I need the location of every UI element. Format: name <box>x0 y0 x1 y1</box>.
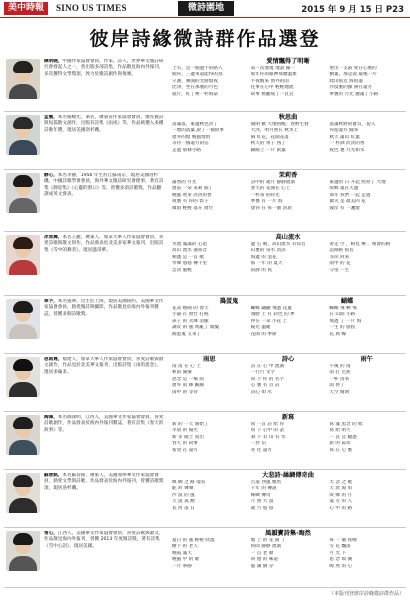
poem-line: 新 的 篇章 <box>329 441 351 447</box>
issue-date: 2015 年 9 月 15 日 P23 <box>301 5 404 15</box>
poem-line: 往事在心中 輕輕地流 <box>250 85 294 91</box>
poet-bio-text: 本名楊曉光，筆名，廣東省作家協會會員，擅長微詩與短篇散文創作，出版有詩集《雨夜》等，作品被選入多種詩歌年選，現居美國洛杉磯。 <box>44 115 164 133</box>
poem-line: 在 山間 小路 <box>329 312 356 318</box>
poem-line: 水流 滿滿的 心思 <box>172 242 208 247</box>
poem-line: 一杯 清茶 <box>329 376 350 382</box>
poet-photo <box>6 531 40 571</box>
poem-line: 絲綢 傳奇 <box>250 492 271 498</box>
poem-column <box>327 306 406 338</box>
poem-line: 遠 方 的 人 <box>329 499 353 505</box>
poet-bio-text: 江西人，美國華文作家協會會員，喜愛詩歌與散文，作品散見海內外報刊，曾獲 2013 年度微詩獎，著有詩集《雪中心語》，現居美國。 <box>44 531 164 549</box>
poem-line: 落滿秋野的寶貝，從入 <box>329 122 376 127</box>
poem-columns <box>170 480 406 512</box>
portrait-hair <box>13 117 33 129</box>
poem-line: 一杯茶 的時光 <box>250 192 280 198</box>
poem-line: 樹葉，那是淚 最後一片 <box>329 72 377 78</box>
poet-bio-text: 本名蘇晉銘，廣東人，美國加州華文作家協會會員，熱愛文學與詩歌，作品發表於海內外報刊，曾獲詩歌獎項，現居洛杉磯。 <box>44 473 164 491</box>
poem-column <box>170 422 249 454</box>
poem-line: 沙漠裏的綠 洲在遠方 <box>329 85 373 91</box>
poem-line: 風 韻 猶 存 <box>250 563 274 569</box>
poem-title: 茉莉香 <box>278 172 298 179</box>
poem-line: 寂靜 的 夜 <box>250 267 272 273</box>
poem-line: 夜裏 有 你的 影子 <box>172 199 209 205</box>
poem-line: 歲 月 悠 悠 <box>250 505 274 511</box>
poem-block <box>170 114 406 154</box>
poem-line: 寫 給 明天 <box>329 428 351 434</box>
poem-line: 小貓 在 窗台 打盹 <box>172 312 209 318</box>
poem-column <box>170 306 249 338</box>
poem-line: 歸路上 一片 黃葉 <box>250 147 286 153</box>
poem-column <box>249 364 328 396</box>
poem-column <box>170 66 249 98</box>
poet-row <box>4 470 406 528</box>
poet-name: 陶澤， <box>44 415 58 420</box>
poet-bio <box>44 473 164 525</box>
poet-bio-text: 本名陶澤明，江西人，美國華文作家協會會員，喜愛詩歌創作，作品發表於海內外報刊雜誌，著有詩集《春天的故事》等。 <box>44 415 164 433</box>
poem-line: 夜色 裏 月光如水 <box>329 147 365 153</box>
poem-line: 晚風 中 的 歌 <box>172 557 200 563</box>
poem-columns <box>170 242 406 274</box>
poet-row <box>4 170 406 232</box>
poem-line: 詩心 如 水 <box>250 389 272 395</box>
poem-line: 那年 我們 一起 走過 <box>329 192 371 198</box>
poet-row <box>4 232 406 296</box>
portrait-body <box>9 556 37 571</box>
poem-line: 琴聲 悠悠 傳千里 <box>172 261 208 267</box>
poem-block <box>170 172 406 212</box>
poem-line: 微笑 是 最美的 花 <box>329 199 366 205</box>
poem-column <box>170 480 249 512</box>
poem-line: 走過 那條小路 <box>172 147 202 153</box>
poem-line: 時間 靜靜 流淌 <box>250 544 282 550</box>
poem-columns <box>170 364 406 396</box>
poem-block <box>170 356 406 396</box>
poem-headings <box>170 234 406 242</box>
poem-line: 一 頁 頁 翻過 <box>329 434 357 440</box>
poet-bio <box>44 115 164 167</box>
poem-line: 新 的 一天 開始了 <box>172 422 209 427</box>
poem-column <box>327 364 406 396</box>
poem-line: 搗蛋鬼 又來了 <box>172 331 202 337</box>
poem-line: 雨中 的 花 <box>329 261 351 267</box>
poem-columns <box>170 66 406 98</box>
poem-title: 大悲詩·絲綢傳奇曲 <box>262 472 314 479</box>
portrait-hair <box>13 359 33 371</box>
poem-columns <box>170 306 406 338</box>
poet-bio-text: 本名張翠，出生於上海，現居美國紐約，美國華文作家協會會員，熱愛微詩與攝影，作品散見於海內外報刊雜誌，曾獲多個詩歌獎。 <box>44 299 164 317</box>
poem-headings <box>170 172 406 180</box>
portrait-hair <box>13 417 33 429</box>
portrait-body <box>9 324 37 339</box>
poet-photo <box>6 235 40 275</box>
poem-title: 高山流水 <box>275 234 301 241</box>
poem-column <box>327 422 406 454</box>
poem-headings <box>170 58 406 66</box>
poem-line: 詩中的 歲月 靜靜流淌 <box>250 180 295 185</box>
poem-headings <box>170 298 406 306</box>
poem-block <box>170 530 406 570</box>
poem-line: 高山 流水 遇知音 <box>172 248 208 254</box>
poem-block <box>170 414 406 454</box>
poem-line: 大 漠 孤 煙 <box>172 499 195 505</box>
poet-name: 冰雪舞， <box>44 235 63 240</box>
poet-name: 思雨遲， <box>44 357 63 362</box>
poem-title: 搗蛋鬼 <box>219 298 239 305</box>
portrait-hair <box>13 533 33 545</box>
poet-photo <box>6 173 40 213</box>
poem-column <box>249 422 328 454</box>
poet-name: 孟震， <box>44 115 58 120</box>
poet-photo <box>6 473 40 513</box>
poet-photo <box>6 59 40 99</box>
portrait-hair <box>13 61 33 73</box>
poem-block <box>170 234 406 274</box>
poem-column <box>170 122 249 154</box>
poem-line: 寫 滿 思念 的 紙 <box>329 422 363 427</box>
poem-line: 一地的落葉 說了一個故事 <box>172 128 224 134</box>
poem-line: 那年你的眼神那麼溫柔 <box>250 72 297 78</box>
poem-line: 長 河 落 日 <box>172 505 195 511</box>
poem-line: 晚霞 滿天 <box>172 550 192 556</box>
page-title: 彼岸詩緣微詩群作品選登 <box>89 28 321 50</box>
portrait-body <box>9 198 37 213</box>
page-footer: （本版刊登彼岸詩緣微詩群作品） <box>328 591 404 597</box>
poem-line: 故鄉 遠在天邊 <box>329 186 359 192</box>
poet-bio <box>44 357 164 409</box>
poem-title: 蝴蝶 <box>340 298 354 305</box>
poem-column <box>249 480 328 512</box>
poem-line: 窗外 雨 絲 細細 <box>172 383 204 389</box>
poem-line: 雲淡 風輕 <box>172 267 192 273</box>
poem-line: 古道 西風 瘦馬 <box>250 480 282 485</box>
poem-line: 絲 綢 之 路 漫長 <box>172 480 206 485</box>
poem-line: 等你 回來 <box>329 254 350 260</box>
poem-line: 天空 晴朗 <box>329 389 350 395</box>
poem-line: 雨中 的 等待 <box>172 389 198 395</box>
poem-line: 心 裏 有 首 詩 <box>250 383 280 389</box>
poem-line: 大 悲 之 歌 <box>329 480 353 485</box>
poem-line: 翅膀 上 有 彩色 的 夢 <box>250 312 295 318</box>
poet-bio-text: 中國作家協會會員，作家、詩人、世界華文微詩研究會發起人之一，曾出版多部詩集，作品散見海內外報刊，多次獲得文學獎項，致力於微詩創作與推廣。 <box>44 59 164 77</box>
poet-name: 陳明晚， <box>44 59 63 64</box>
poem-column <box>327 242 406 274</box>
poem-line: 晦 然 的 心 <box>329 563 353 569</box>
poem-line: 花開 的 季節 <box>250 331 277 337</box>
poem-column <box>170 364 249 396</box>
poem-line: 夏日 的 風 輕輕 吹過 <box>172 538 215 543</box>
poem-line: 一 首 老 歌 <box>250 550 274 556</box>
poem-line: 雨 停了 <box>329 383 345 389</box>
newspaper-name: SINO US TIMES <box>56 3 127 13</box>
poem-headings <box>170 472 406 480</box>
poem-line: 蝴蝶 飛 啊 飛 <box>329 306 357 311</box>
poet-photo <box>6 415 40 455</box>
poem-line: 秋天的 果子 熟了 <box>250 141 286 147</box>
poet-name: 蘇晉銘， <box>44 473 63 478</box>
poem-line: 就片，紅了裡一杯海棠 <box>172 91 218 97</box>
poem-line: 一生 的 旅程 <box>329 325 356 331</box>
poem-line: 沙 漠 的 風 <box>172 492 195 498</box>
poem-column <box>327 66 406 98</box>
poet-list <box>4 56 406 588</box>
poem-column <box>249 538 328 570</box>
poem-column <box>170 242 249 274</box>
portrait-body <box>9 140 37 155</box>
poem-line: 秋天 滿山 紅葉 <box>329 134 360 140</box>
poem-line: 寫 下 你 的 名字 <box>250 376 285 382</box>
poem-line: 寫 在 心 裏 <box>329 447 353 453</box>
poem-line: 窗外的燈 晚風悄悄 <box>172 134 211 140</box>
poem-line: 帶走 空 ，相見 樂 ，相會的路 <box>329 242 391 247</box>
poet-row <box>4 56 406 112</box>
poem-line: 這條路 很長 <box>329 248 354 254</box>
poem-line: 海邊 的 浪花 <box>250 254 277 260</box>
poem-line: 孩子 的 笑聲 清脆 <box>172 318 209 324</box>
portrait-body <box>9 440 37 455</box>
poem-line: 天 涯 海 角 <box>329 486 353 492</box>
poem-line: 花朵 嬉鬧 的 春天 <box>172 306 209 311</box>
poem-line: 陽光 溫暖 <box>250 325 271 331</box>
poem-line: 駝 鈴 聲聲 <box>172 486 194 492</box>
poem-title: 雨午 <box>360 356 373 363</box>
poem-line: 希望 在 遠方 <box>172 447 198 453</box>
poem-line: 彼岸 有 一盞燈 <box>329 205 360 211</box>
poet-name: 翠予， <box>44 299 58 304</box>
poem-line: 等待一個遠方的信 <box>172 141 209 147</box>
poet-bio-text: 福建人，加拿大華人作家協會會員，喜愛詩歌與散文創作，作品見於北美華文報刊，出版詩集《雨的思念》，現居多倫多。 <box>44 357 164 375</box>
poem-line: 守望 一生 <box>329 267 350 273</box>
poem-line: 樹下 的 老人 <box>172 544 198 550</box>
poem-column <box>327 180 406 212</box>
poet-bio-text: 本名王麗，廣東人，加拿大華人作家協會會員，喜愛詩歌與散文寫作，作品發表於北美多家華文報刊，出版詩集《雪中的舞者》，現居溫哥華。 <box>44 235 164 253</box>
poem-line: 故 鄉 的 月 <box>329 492 353 498</box>
poem-line: 月 光 下 <box>329 550 347 556</box>
section-tab: 微詩園地 <box>178 1 234 16</box>
poem-column <box>249 122 328 154</box>
poem-column <box>327 480 406 512</box>
poet-bio <box>44 531 164 585</box>
poem-column <box>170 180 249 212</box>
poem-title: 新寫 <box>281 414 295 421</box>
poem-line: 雪 花 飄落 <box>329 544 351 550</box>
portrait-hair <box>13 475 33 487</box>
poem-line: 飛過 了 一片 海 <box>329 318 362 324</box>
poet-row <box>4 296 406 354</box>
poem-line: 開你，三邊來還能得的鳥 <box>172 72 223 78</box>
poem-line: 故事 被翻成了一頁頁 <box>250 91 294 97</box>
poem-columns <box>170 180 406 212</box>
poem-line: 午後 的 雨 <box>329 364 351 369</box>
poem-line: 一 杯酒 淡淡的香 <box>329 141 365 147</box>
poem-line: 一行行 文字 <box>250 370 276 376</box>
poem-line: 調皮 的 風 吹亂了 頭髮 <box>172 325 220 331</box>
poem-columns <box>170 538 406 570</box>
portrait-hair <box>13 301 33 313</box>
poem-headings <box>170 356 406 364</box>
poem-line: 微雨 輕輕 落在 窗台 <box>172 205 214 211</box>
poet-photo <box>6 299 40 339</box>
poem-line: 落滿落，東邊秋色淡了 <box>172 122 218 127</box>
poem-title: 秋思曲 <box>278 114 298 121</box>
poem-line: 山裏的 泉水 清涼 <box>250 248 286 254</box>
portrait-hair <box>13 175 33 187</box>
poem-column <box>170 538 249 570</box>
poet-bio <box>44 299 164 351</box>
poem-title: 雨思 <box>203 356 216 363</box>
poem-line: 千年 的 傳說 <box>250 486 277 492</box>
poem-line: 寫 下 心中 的 話 <box>250 428 285 434</box>
poet-bio <box>44 173 164 229</box>
poem-line: 思 念 如 潮 <box>329 557 353 563</box>
page-header <box>0 0 410 18</box>
portrait-body <box>9 382 37 397</box>
portrait-body <box>9 498 37 513</box>
poem-line: 你從遠方 歸來 <box>329 128 359 134</box>
poet-row <box>4 528 406 588</box>
poem-line: 那 一年 的 夏天 <box>250 261 283 267</box>
poem-line: 守護，彈開的光鮮燈夜 <box>172 78 218 84</box>
poem-line: 思念 是 一場 雨 <box>172 376 204 382</box>
poem-line: 爬山很近 海很遠 <box>329 78 363 84</box>
poem-line: 寫 一首 詩 給 你 <box>250 422 285 427</box>
poem-line: 地 上 的 花 開 了 <box>250 538 286 543</box>
poem-line: 東邊的 日 升起 照亮了 大地 <box>329 180 386 185</box>
poem-line: 兩 紅花，花開花落 <box>250 134 289 140</box>
poem-line: 想你 在 每一個 清晨 <box>250 205 292 211</box>
poem-line: 上有，是一個過不的路人 <box>172 66 223 71</box>
poem-title: 風韻寶詩集·晦然 <box>265 530 311 537</box>
poem-line: 一封 信 <box>250 441 266 447</box>
poem-line: 窗前 一朵 茉莉 開了 <box>172 186 214 192</box>
poem-column <box>327 538 406 570</box>
poem-line: 晚風 吹來 淡淡的香 <box>172 192 212 198</box>
poem-block <box>170 58 406 98</box>
poem-headings <box>170 114 406 122</box>
poem-line: 射出一支箭 愛在心裏的 <box>329 66 377 71</box>
poem-column <box>249 242 328 274</box>
poem-line: 每 一 個 夜晚 <box>329 538 357 543</box>
newspaper-logo: 美中時報 <box>4 2 48 15</box>
poem-line: 寄 往 遠方 <box>250 447 272 453</box>
poem-block <box>170 298 406 338</box>
poem-columns <box>170 122 406 154</box>
poet-name: 靜心， <box>44 173 58 178</box>
poem-line: 開朗 歡 大地初醒，春野生發 <box>250 122 309 127</box>
poet-bio <box>44 235 164 293</box>
portrait-hair <box>13 237 33 249</box>
poem-line: 夢裏的 月光 灑滿了小路 <box>329 91 379 97</box>
poem-line: 月 照 大 漠 <box>250 499 274 505</box>
poem-column <box>249 66 328 98</box>
poem-line: 心 中 的 路 <box>329 505 353 511</box>
poem-line: 夢裏 有 一片 海 <box>250 199 283 205</box>
poet-row <box>4 412 406 470</box>
poet-photo <box>6 357 40 397</box>
poem-headings <box>170 530 406 538</box>
poet-bio <box>44 415 164 467</box>
poem-columns <box>170 422 406 454</box>
poem-line: 相逢 是 一首 歌 <box>172 254 204 260</box>
poem-title: 詩心 <box>281 356 295 363</box>
poem-line: 大河，明月照在 秋水上 <box>250 128 299 134</box>
poet-bio <box>44 59 164 109</box>
poem-line: 停在 一朵 小花 上 <box>250 318 288 324</box>
poem-line: 滿香的 月光 <box>172 180 197 185</box>
poem-line: 雨 打 芭蕉 <box>329 370 351 376</box>
poem-line: 春天的 花開在 心上 <box>250 186 291 192</box>
poem-line: 蝴蝶 翩翩 飛過 花叢 <box>250 306 292 311</box>
poet-name: 雪心， <box>44 531 58 536</box>
poem-title: 愛情飄得了明晰 <box>266 58 310 65</box>
poem-line: 回 憶 的 味道 <box>250 557 279 563</box>
poem-line: 比淨，坐在那裏的月色 <box>172 85 218 91</box>
poem-line: 早晨 的 陽光 <box>172 428 198 434</box>
poem-line: 新 芽 破土 而出 <box>172 434 204 440</box>
poem-line: 詩 在 心 中 流淌 <box>250 364 285 369</box>
poet-photo <box>6 115 40 155</box>
poem-line: 邊 心 晴，高山流水 有知音 <box>250 242 306 247</box>
poem-column <box>249 180 328 212</box>
poet-row <box>4 112 406 170</box>
poem-column <box>249 306 328 338</box>
poem-line: 花 與 蝶 <box>329 331 347 337</box>
poem-line: 一片 寧靜 <box>172 563 192 569</box>
poem-headings <box>170 414 406 422</box>
poem-line: 筆 下 有 山 有 水 <box>250 434 286 440</box>
poem-line: 半夜醒來 窗外的雨 <box>250 78 289 84</box>
poem-line: 春天 的 故事 <box>172 441 198 447</box>
portrait-body <box>9 84 37 99</box>
poem-line: 第一次發現 地說 歸一 <box>250 66 295 71</box>
portrait-body <box>9 260 37 275</box>
poem-block <box>170 472 406 512</box>
poem-line: 雨 落 在 心 上 <box>172 364 201 369</box>
poem-line: 秋雨 濛濛 <box>172 370 192 376</box>
poet-row <box>4 354 406 412</box>
poet-bio-text: 本名李靜，1956 年生於江蘇南京，現居美國洛杉磯。中國詩歌學會會員，海外華文微詩研究會理事，著有詩集《靜思集》《心靈的窗口》等，曾獲多項詩歌獎，作品翻譯成英文發表。 <box>44 173 164 197</box>
poem-column <box>327 122 406 154</box>
